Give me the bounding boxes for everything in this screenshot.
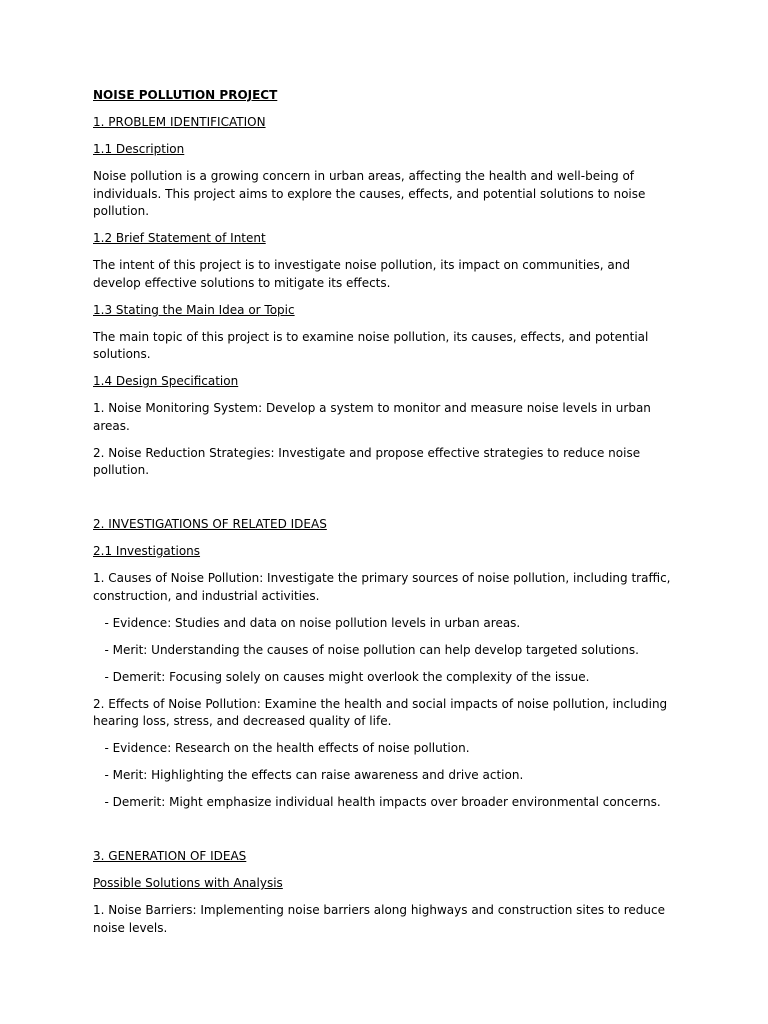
investigation-2-demerit: - Demerit: Might emphasize individual health impacts over broader environmental concerns. [93,795,661,809]
section-2-heading: 2. INVESTIGATIONS OF RELATED IDEAS [93,517,327,531]
investigation-2-merit: - Merit: Highlighting the effects can raise awareness and drive action. [93,768,524,782]
investigation-1-demerit: - Demerit: Focusing solely on causes might overlook the complexity of the issue. [93,669,590,684]
document-body [93,87,678,947]
subsection-1-3-heading: 1.3 Stating the Main Idea or Topic [93,302,295,317]
section-spacer [93,489,678,516]
investigation-2-evidence: - Evidence: Research on the health effects of noise pollution. [93,741,470,755]
subsection-2-1-heading: 2.1 Investigations [93,544,201,558]
investigation-1-evidence: - Evidence: Studies and data on noise pollution levels in urban areas. [93,615,521,630]
investigation-item-1: 1. Causes of Noise Pollution: Investigate the primary sources of noise pollution, including traffic, construction, and industrial activities. [93,571,671,603]
investigation-item-2: 2. Effects of Noise Pollution: Examine the health and social impacts of noise pollution, including hearing loss, stress, and decreased quality of life. [93,696,668,728]
section-spacer [93,821,678,848]
section-3-heading: 3. GENERATION OF IDEAS [93,849,247,863]
section-1-heading: 1. PROBLEM IDENTIFICATION [93,115,266,129]
subsection-1-1-text: Noise pollution is a growing concern in urban areas, affecting the health and well-being of individuals. This project aims to explore the causes, effects, and potential solutions to noise pollution. [93,169,646,218]
subsection-1-1-heading: 1.1 Description [93,142,185,156]
subsection-1-3-text: The main topic of this project is to examine noise pollution, its causes, effects, and potential solutions. [93,329,649,361]
subsection-1-2-text: The intent of this project is to investigate noise pollution, its impact on communities, and develop effective solutions to mitigate its effects. [93,258,630,290]
design-spec-item-1: 1. Noise Monitoring System: Develop a system to monitor and measure noise levels in urban areas. [93,401,651,433]
subsection-1-2-heading: 1.2 Brief Statement of Intent [93,231,266,245]
document-title: NOISE POLLUTION PROJECT [93,88,278,102]
design-spec-item-2: 2. Noise Reduction Strategies: Investigate and propose effective strategies to reduce noise pollution. [93,445,641,477]
subsection-1-4-heading: 1.4 Design Specification [93,374,239,388]
solution-item-1: 1. Noise Barriers: Implementing noise barriers along highways and construction sites to reduce noise levels. [93,903,666,935]
investigation-1-merit: - Merit: Understanding the causes of noise pollution can help develop targeted solutions. [93,642,639,657]
solutions-heading: Possible Solutions with Analysis [93,876,283,890]
